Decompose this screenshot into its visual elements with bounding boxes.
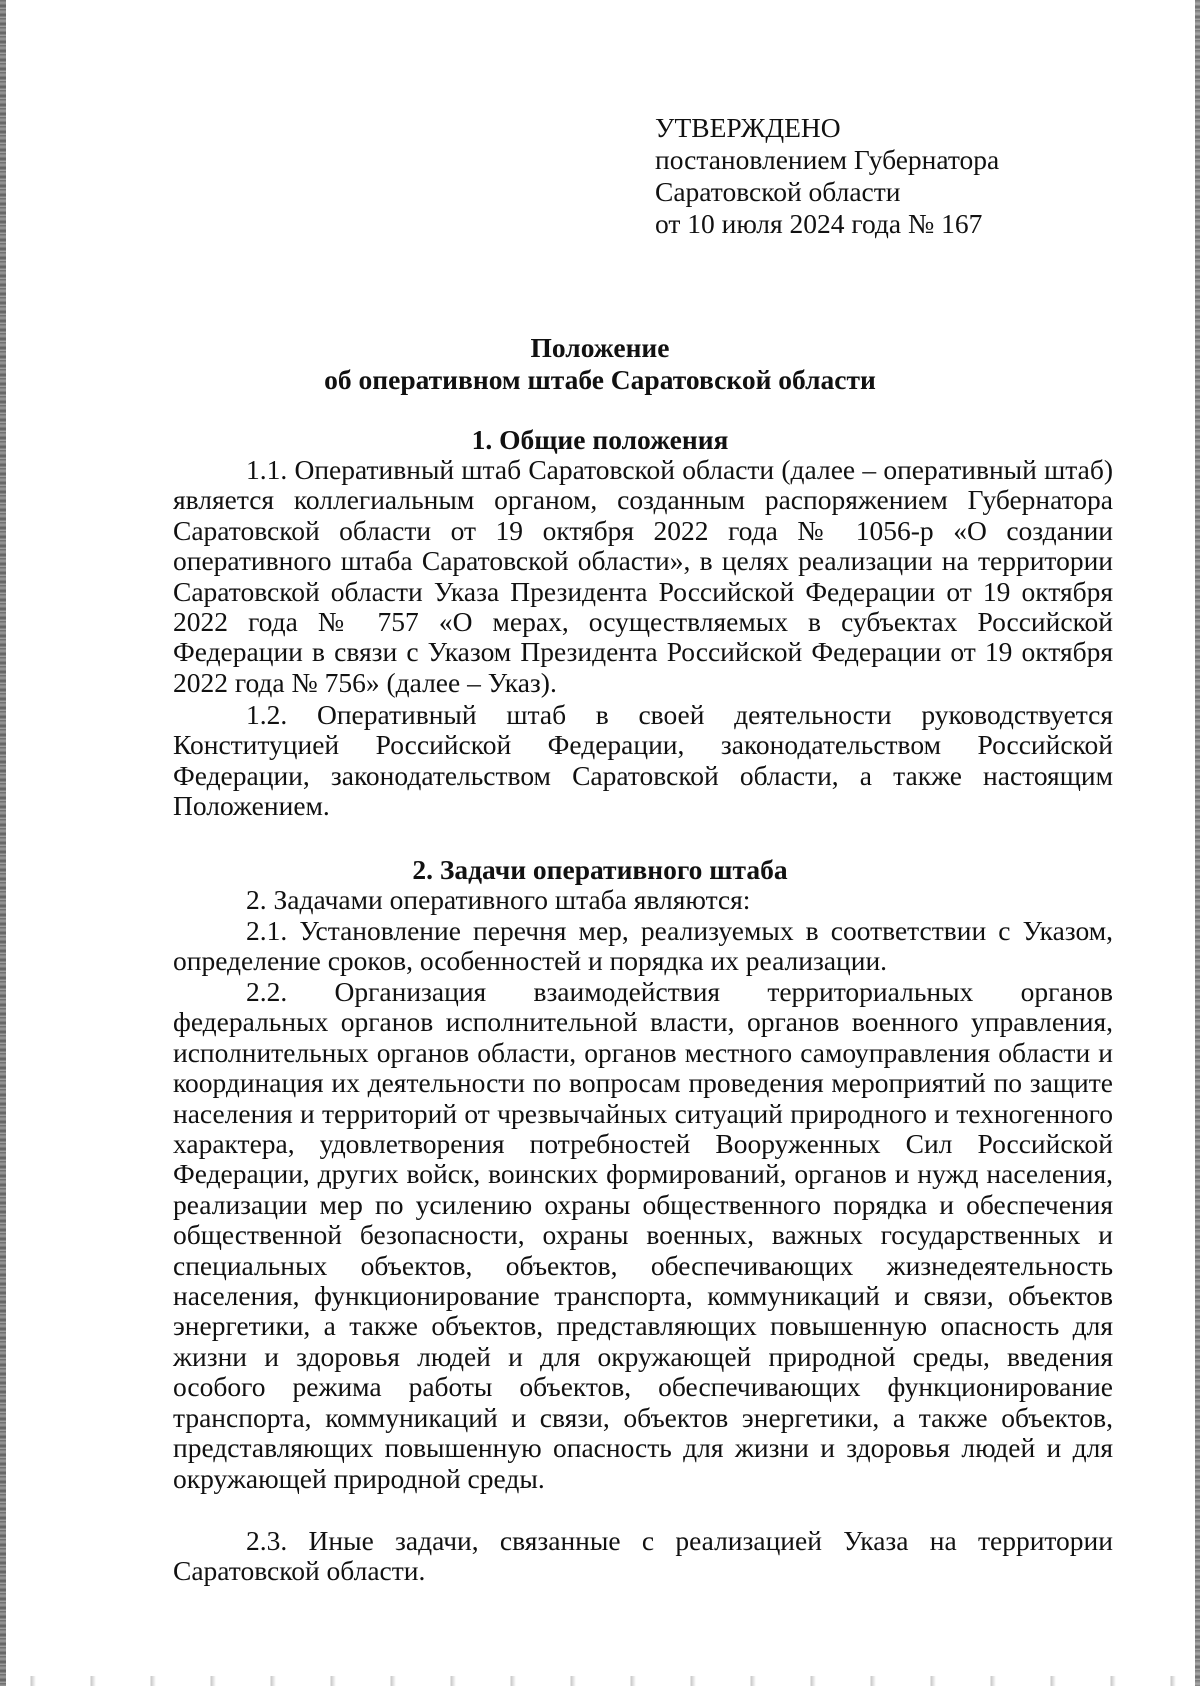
paragraph-2-1: 2.1. Установление перечня мер, реализуемых в соответствии с Указом, определение сроков, особенностей и порядка их реализации. [173, 915, 1113, 977]
paragraph-2: 2. Задачами оперативного штаба являются: [246, 884, 751, 915]
scan-edge-right [1195, 0, 1200, 1686]
approval-date-number: от 10 июля 2024 года № 167 [655, 208, 983, 239]
paragraph-1-1: 1.1. Оперативный штаб Саратовской области (далее – оперативный штаб) является коллегиальным органом, созданным распоряжением Губернатора Саратовской области от 19 октября 2022 года № 1056-р «О создании оперативного штаба Саратовской области», в целях реализации на территории Саратовской области Указа Президента Российской Федерации от 19 октября 2022 года № 757 «О мерах, осуществляемых в субъектах Российской Федерации в связи с Указом Президента Российской Федерации от 19 октября 2022 года № 756» (далее – Указ). [173, 454, 1113, 698]
paragraph-1-2: 1.2. Оперативный штаб в своей деятельности руководствуется Конституцией Российской Федерации, законодательством Российской Федерации, законодательством Саратовской области, а также настоящим Положением. [173, 699, 1113, 822]
paragraph-2-2: 2.2. Организация взаимодействия территориальных органов федеральных органов исполнительной власти, органов военного управления, исполнительных органов области, органов местного самоуправления области и координация их деятельности по вопросам проведения мероприятий по защите населения и территорий от чрезвычайных ситуаций природного и техногенного характера, удовлетворения потребностей Вооруженных Сил Российской Федерации, других войск, воинских формирований, органов и нужд населения, реализации мер по усилению охраны общественного порядка и обеспечения общественной безопасности, охраны военных, важных государственных и специальных объектов, объектов, обеспечивающих жизнедеятельность населения, функционирование транспорта, коммуникаций и связи, объектов энергетики, а также объектов, представляющих повышенную опасность для жизни и здоровья людей и для окружающей природной среды, введения особого режима работы объектов, обеспечивающих функционирование транспорта, коммуникаций и связи, объектов энергетики, а также объектов, представляющих повышенную опасность для жизни и здоровья людей и для окружающей природной среды. [173, 976, 1113, 1494]
paragraph-2-3: 2.3. Иные задачи, связанные с реализацией Указа на территории Саратовской области. [173, 1525, 1113, 1587]
document-subtitle: об оперативном штабе Саратовской области [324, 364, 876, 395]
section-1-heading: 1. Общие положения [471, 424, 729, 455]
scan-edge-left [0, 0, 6, 1686]
section-2-heading: 2. Задачи оперативного штаба [412, 854, 788, 885]
approval-heading: УТВЕРЖДЕНО [655, 112, 841, 143]
approval-region: Саратовской области [655, 176, 901, 207]
approval-stamp [655, 112, 999, 240]
scan-edge-bottom [0, 1676, 1200, 1686]
approval-issuer: постановлением Губернатора [655, 144, 1000, 175]
document-title: Положение [530, 332, 670, 363]
